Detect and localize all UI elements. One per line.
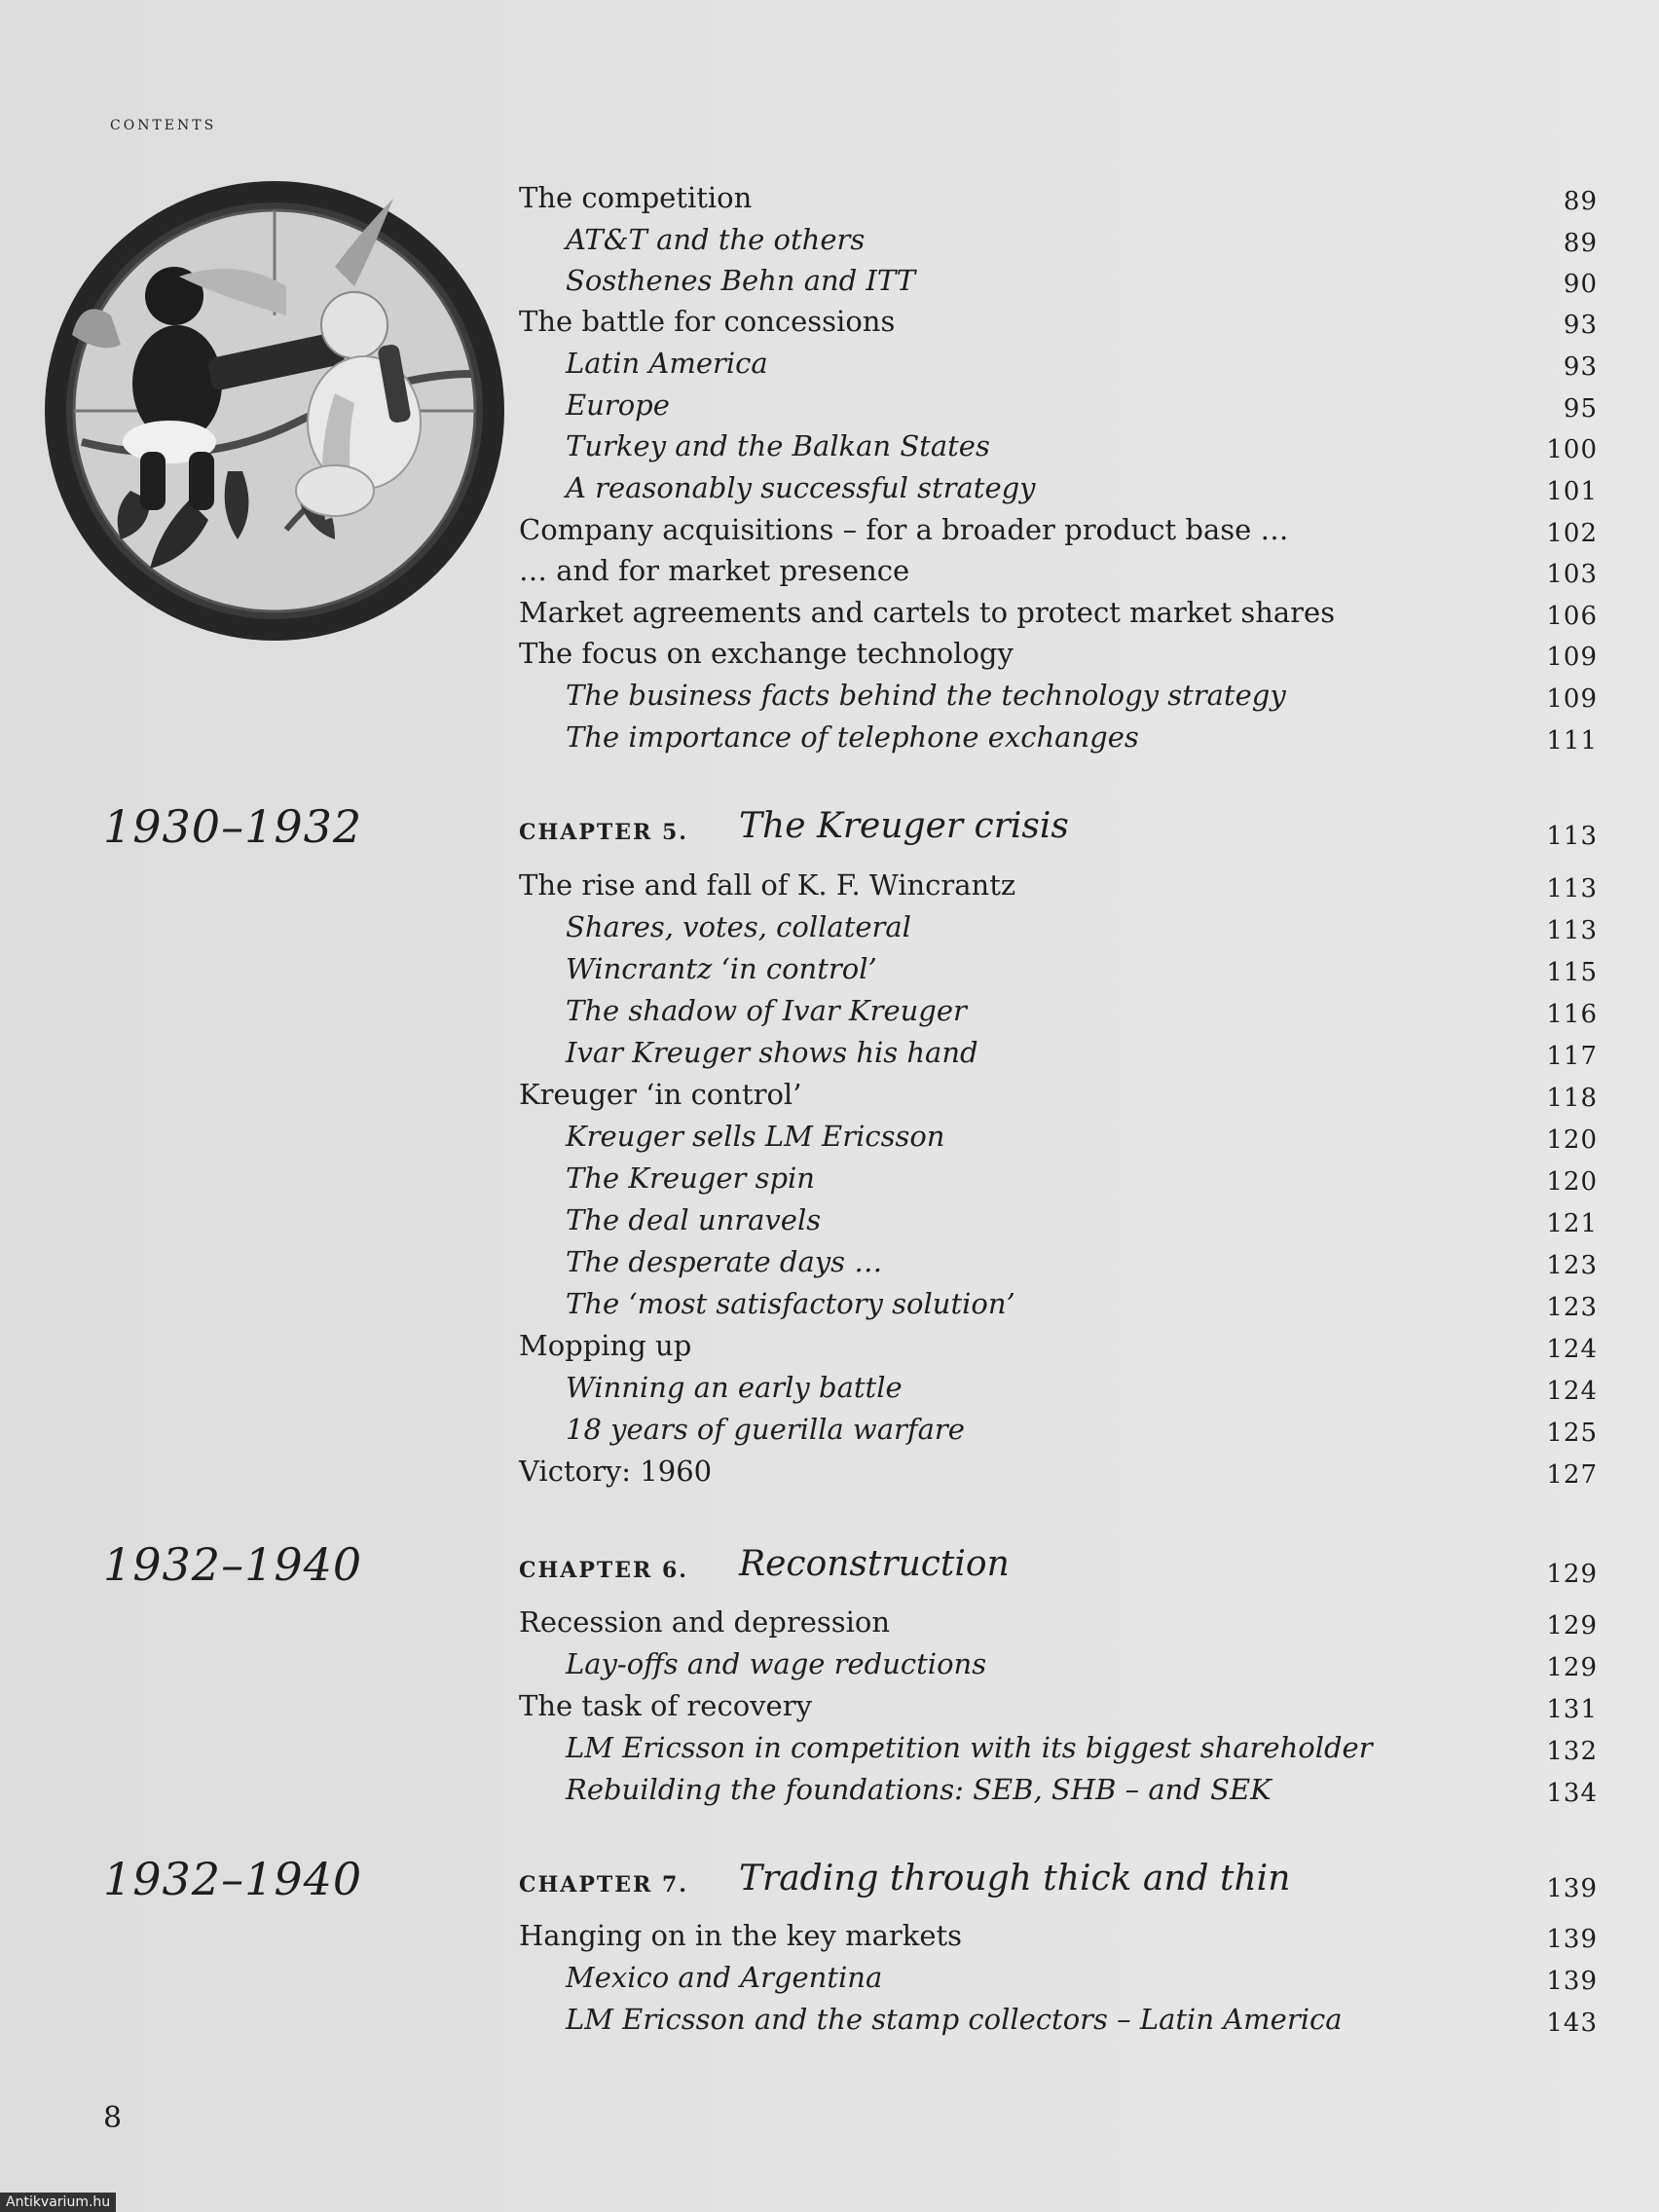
toc-entry-title: Kreuger ‘in control’ — [519, 1078, 802, 1111]
toc-subentry-page: 120 — [1546, 1125, 1598, 1155]
toc-entry[interactable] — [519, 1452, 1598, 1491]
toc-subentry-page: 101 — [1546, 477, 1598, 506]
toc-entry-page: 127 — [1546, 1460, 1598, 1490]
toc-subentry-page: 123 — [1546, 1293, 1598, 1322]
toc-entry-page: 93 — [1563, 311, 1598, 340]
toc-subentry-page: 111 — [1546, 726, 1598, 756]
toc-subentry-page: 125 — [1546, 1419, 1598, 1448]
running-head: contents — [110, 111, 217, 134]
toc-entry-title: The task of recovery — [519, 1689, 812, 1722]
toc-subentry-title: LM Ericsson in competition with its biggest shareholder — [566, 1731, 1373, 1764]
toc-subentry-page: 93 — [1563, 352, 1598, 382]
toc-subentry-page: 116 — [1546, 1000, 1598, 1029]
toc-subentry[interactable] — [519, 344, 1598, 383]
toc-entry-title: Hanging on in the key markets — [519, 1919, 963, 1952]
toc-subentry-title: Sosthenes Behn and ITT — [566, 264, 916, 297]
toc-subentry[interactable] — [519, 676, 1598, 715]
toc-subentry-page: 100 — [1546, 435, 1598, 464]
toc-subentry-title: Rebuilding the foundations: SEB, SHB – and SEK — [566, 1773, 1272, 1806]
chapter-years: 1932–1940 — [103, 1538, 363, 1591]
toc-subentry-title: The importance of telephone exchanges — [566, 720, 1139, 754]
chapter-years: 1932–1940 — [103, 1853, 363, 1905]
toc-entry[interactable] — [519, 1326, 1598, 1365]
toc-subentry-title: A reasonably successful strategy — [566, 471, 1036, 504]
toc-subentry-page: 123 — [1546, 1251, 1598, 1280]
toc-entry-page: 89 — [1563, 187, 1598, 216]
toc-subentry-title: Kreuger sells LM Ericsson — [566, 1120, 945, 1153]
toc-entry[interactable] — [519, 634, 1598, 673]
toc-subentry-page: 121 — [1546, 1209, 1598, 1238]
toc-subentry-title: 18 years of guerilla warfare — [566, 1413, 965, 1446]
chapter-label: CHAPTER 6. — [519, 1558, 688, 1583]
toc-subentry-title: Shares, votes, collateral — [566, 910, 911, 943]
toc-subentry-title: Lay-offs and wage reductions — [566, 1647, 987, 1680]
toc-subentry[interactable] — [519, 2000, 1598, 2039]
toc-entry[interactable] — [519, 551, 1598, 590]
toc-subentry-title: AT&T and the others — [566, 223, 866, 256]
toc-entry-page: 118 — [1546, 1084, 1598, 1113]
toc-entry-title: Company acquisitions – for a broader product base … — [519, 513, 1289, 546]
toc-entry[interactable] — [519, 302, 1598, 341]
toc-subentry-page: 129 — [1546, 1653, 1598, 1682]
toc-subentry[interactable] — [519, 426, 1598, 465]
toc-entry[interactable] — [519, 510, 1598, 549]
toc-subentry-page: 134 — [1546, 1779, 1598, 1808]
toc-subentry-title: Wincrantz ‘in control’ — [566, 952, 877, 985]
toc-subentry-title: The desperate days … — [566, 1245, 883, 1278]
toc-subentry-page: 117 — [1546, 1042, 1598, 1071]
toc-subentry-page: 90 — [1563, 270, 1598, 299]
toc-subentry[interactable] — [519, 949, 1598, 988]
toc-subentry-title: LM Ericsson and the stamp collectors – Latin America — [566, 2003, 1343, 2036]
chapter-heading[interactable] — [519, 1859, 1598, 1907]
chapter-years: 1930–1932 — [103, 800, 363, 853]
toc-subentry-page: 95 — [1563, 394, 1598, 424]
toc-subentry[interactable] — [519, 1770, 1598, 1809]
chapter-title: Trading through thick and thin — [739, 1859, 1291, 1899]
toc-subentry-title: The shadow of Ivar Kreuger — [566, 994, 967, 1027]
toc-subentry-title: Winning an early battle — [566, 1371, 903, 1404]
toc-subentry-title: Turkey and the Balkan States — [566, 429, 990, 462]
toc-subentry-page: 132 — [1546, 1737, 1598, 1766]
chapter-page: 129 — [1546, 1560, 1598, 1589]
toc-entry-page: 109 — [1546, 643, 1598, 672]
toc-subentry-page: 113 — [1546, 916, 1598, 945]
toc-subentry[interactable] — [519, 1242, 1598, 1281]
toc-subentry-page: 89 — [1563, 229, 1598, 258]
toc-entry-title: Market agreements and cartels to protect market shares — [519, 596, 1336, 629]
toc-subentry[interactable] — [519, 468, 1598, 507]
toc-subentry-title: The Kreuger spin — [566, 1161, 815, 1195]
toc-entry-title: The battle for concessions — [519, 305, 896, 338]
stained-glass-medallion-illustration — [43, 179, 506, 643]
toc-subentry[interactable] — [519, 1200, 1598, 1239]
toc-entry-page: 124 — [1546, 1335, 1598, 1364]
toc-entry-page: 139 — [1546, 1925, 1598, 1954]
chapter-page: 113 — [1546, 822, 1598, 851]
toc-entry[interactable] — [519, 1603, 1598, 1641]
toc-subentry[interactable] — [519, 907, 1598, 946]
toc-entry[interactable] — [519, 1686, 1598, 1725]
toc-subentry[interactable] — [519, 261, 1598, 300]
watermark-label: Antikvarium.hu — [0, 2193, 116, 2212]
chapter-heading[interactable] — [519, 1544, 1598, 1593]
toc-subentry-page: 139 — [1546, 1967, 1598, 1996]
toc-subentry-title: Europe — [566, 388, 670, 422]
toc-entry[interactable] — [519, 593, 1598, 632]
toc-entry-title: Recession and depression — [519, 1605, 891, 1639]
toc-subentry-page: 124 — [1546, 1377, 1598, 1406]
toc-entry-title: The rise and fall of K. F. Wincrantz — [519, 868, 1016, 902]
toc-subentry[interactable] — [519, 718, 1598, 756]
toc-subentry-title: The ‘most satisfactory solution’ — [566, 1287, 1015, 1320]
toc-subentry[interactable] — [519, 1368, 1598, 1407]
toc-entry-page: 103 — [1546, 560, 1598, 589]
toc-subentry[interactable] — [519, 1033, 1598, 1072]
toc-subentry[interactable] — [519, 991, 1598, 1030]
toc-subentry-title: Latin America — [566, 347, 768, 380]
toc-subentry-title: Mexico and Argentina — [566, 1961, 883, 1994]
toc-subentry-title: The deal unravels — [566, 1203, 822, 1236]
toc-entry-page: 102 — [1546, 519, 1598, 548]
toc-entry-page: 131 — [1546, 1695, 1598, 1724]
toc-subentry[interactable] — [519, 386, 1598, 424]
toc-subentry-page: 120 — [1546, 1167, 1598, 1197]
toc-subentry[interactable] — [519, 1117, 1598, 1156]
toc-entry-title: Mopping up — [519, 1329, 692, 1362]
toc-subentry[interactable] — [519, 1958, 1598, 1997]
toc-subentry[interactable] — [519, 1284, 1598, 1323]
toc-subentry-title: Ivar Kreuger shows his hand — [566, 1036, 978, 1069]
toc-entry-title: … and for market presence — [519, 554, 910, 587]
chapter-label: CHAPTER 7. — [519, 1872, 688, 1898]
toc-entry[interactable] — [519, 1075, 1598, 1114]
page-number: 8 — [103, 2101, 123, 2135]
toc-entry-title: The focus on exchange technology — [519, 637, 1014, 670]
toc-subentry-page: 109 — [1546, 684, 1598, 714]
toc-entry[interactable] — [519, 1916, 1598, 1955]
toc-entry-title: The competition — [519, 181, 753, 214]
toc-subentry[interactable] — [519, 1644, 1598, 1683]
chapter-heading[interactable] — [519, 806, 1598, 855]
toc-entry-page: 113 — [1546, 874, 1598, 903]
chapter-page: 139 — [1546, 1874, 1598, 1903]
toc-entry[interactable] — [519, 866, 1598, 904]
toc-subentry[interactable] — [519, 220, 1598, 259]
toc-entry[interactable] — [519, 178, 1598, 217]
toc-entry-page: 129 — [1546, 1611, 1598, 1641]
toc-entry-page: 106 — [1546, 602, 1598, 631]
toc-entry-title: Victory: 1960 — [519, 1455, 713, 1488]
toc-subentry-title: The business facts behind the technology strategy — [566, 679, 1286, 712]
toc-subentry[interactable] — [519, 1410, 1598, 1449]
toc-subentry[interactable] — [519, 1728, 1598, 1767]
chapter-title: The Kreuger crisis — [739, 806, 1069, 846]
toc-subentry[interactable] — [519, 1159, 1598, 1198]
chapter-title: Reconstruction — [739, 1544, 1010, 1584]
chapter-label: CHAPTER 5. — [519, 820, 688, 845]
toc-subentry-page: 143 — [1546, 2009, 1598, 2038]
toc-subentry-page: 115 — [1546, 958, 1598, 987]
